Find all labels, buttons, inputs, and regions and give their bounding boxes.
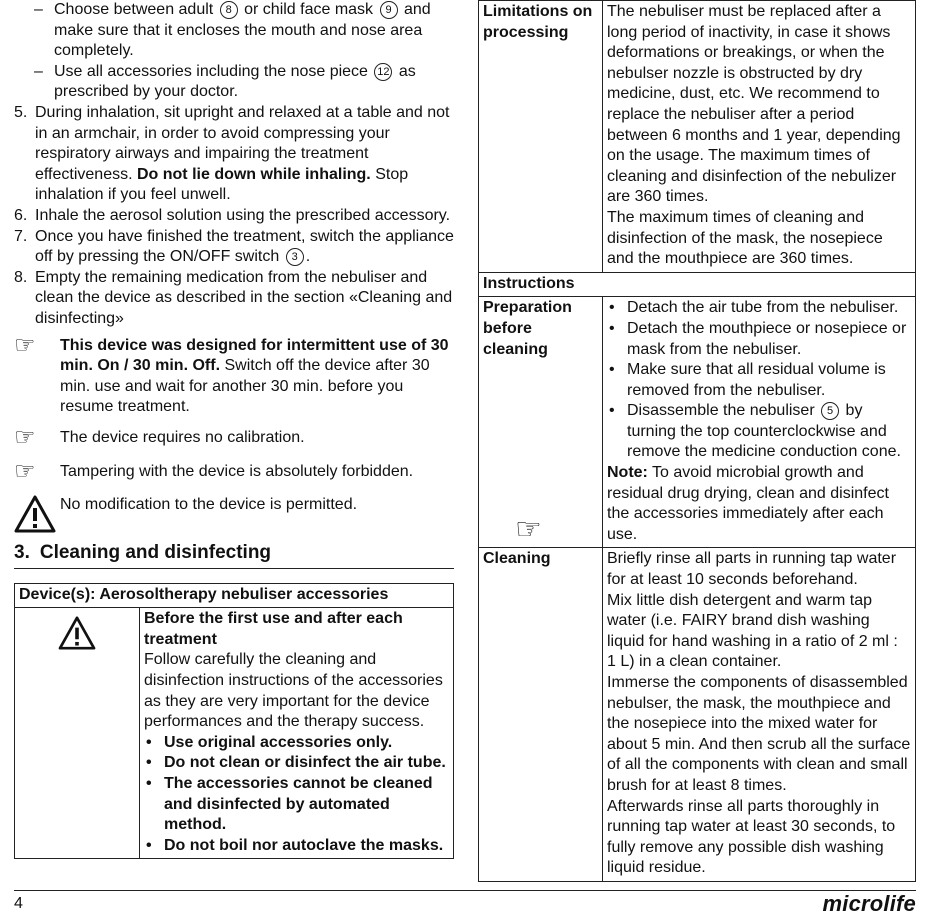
limitations-content: The nebuliser must be replaced after a long period of inactivity, in case it shows deformations or breakings, or when the nebulser nozzle is obstructed by dry medicine, dust, etc. We recommend to replace the nebuliser after a period between 6 months and 1 year, depending on the usage. The maximum times of cleaning and disinfection of the nebulizer are 360 times. The maximum times of cleaning and disinfection of the mask, the nosepiece and the mouthpiece are 360 times. bbox=[603, 1, 916, 273]
warning-modification: No modification to the device is permitted. bbox=[14, 495, 454, 535]
cleaning-content: Briefly rinse all parts in running tap water for at least 10 seconds beforehand. Mix little dish detergent and warm tap water (i.e. FAIRY brand dish washing liquid for hand washing in a ratio of 2 ml : 1 L) in a clean container. Immerse the components of disassembled nebulser, the mask, the mouthpiece and the nosepiece into the mixed water for about 5 min. And then scrub all the surface of all the components with clean and small brush for at least 8 times. Afterwards rinse all parts thoroughly in running tap water at least 30 seconds, to fully remove any possible dish washing liquid residue. bbox=[603, 548, 916, 882]
cleaning-label: Cleaning bbox=[479, 548, 603, 882]
note-intermittent-use: ☞ This device was designed for intermittent use of 30 min. On / 30 min. Off. Switch off the device after 30 min. use and wait for another 30 min. before you resume treatment. bbox=[14, 331, 449, 416]
step-5: 5. During inhalation, sit upright and relaxed at a table and not in an armchair, in order to avoid compressing your respiratory airways and impairing the treatment effectiveness. Do not lie down while inhaling. Stop inhalation if you feel unwell. bbox=[14, 103, 450, 204]
dash-item-accessories: – Use all accessories including the nose piece 12 as prescribed by your doctor. bbox=[34, 62, 416, 101]
list-item: • The accessories cannot be cleaned and disinfected by automated method. bbox=[144, 774, 449, 836]
pointing-hand-icon: ☞ bbox=[14, 423, 36, 451]
list-item: • Make sure that all residual volume is removed from the nebuliser. bbox=[607, 360, 911, 401]
callout-number: 3 bbox=[286, 248, 304, 266]
step-8: 8. Empty the remaining medication from the nebuliser and clean the device as described in the section «Cleaning and disinfecting» bbox=[14, 268, 453, 327]
warning-triangle-icon bbox=[57, 616, 97, 650]
device-table-bullets bbox=[144, 733, 449, 857]
step-7: 7. Once you have finished the treatment, switch the appliance off by pressing the ON/OFF switch 3 . bbox=[14, 227, 454, 266]
callout-number: 9 bbox=[380, 1, 398, 19]
left-column bbox=[14, 0, 454, 859]
list-item: • Use original accessories only. bbox=[144, 733, 449, 754]
list-item: • Do not boil nor autoclave the masks. bbox=[144, 836, 449, 857]
callout-number: 12 bbox=[374, 63, 392, 81]
pointing-hand-icon: ☞ bbox=[515, 513, 542, 547]
list-item: • Disassemble the nebuliser 5 by turning the top counterclockwise and remove the medicine conduction cone. bbox=[607, 401, 911, 463]
callout-number: 5 bbox=[821, 402, 839, 420]
pointing-hand-icon: ☞ bbox=[14, 458, 36, 486]
preparation-note: Note: To avoid microbial growth and residual drug drying, clean and disinfect the accessories immediately after each use. bbox=[607, 464, 889, 543]
cleaning-table bbox=[478, 0, 916, 882]
step-6: 6. Inhale the aerosol solution using the prescribed accessory. bbox=[14, 206, 451, 224]
section-heading: 3. Cleaning and disinfecting bbox=[14, 543, 454, 569]
device-table bbox=[14, 583, 454, 860]
footer-rule bbox=[14, 890, 916, 891]
table-row bbox=[479, 272, 916, 297]
preparation-label-cell bbox=[479, 297, 603, 548]
page-number: 4 bbox=[14, 895, 23, 912]
device-table-header: Device(s): Aerosoltherapy nebuliser accessories bbox=[15, 583, 454, 608]
instructions-label: Instructions bbox=[479, 272, 916, 297]
dash-item-mask-choice: – Choose between adult 8 or child face mask 9 and make sure that it encloses the mouth and nose area completely. bbox=[34, 1, 431, 60]
device-table-icon-cell bbox=[15, 608, 140, 859]
note-calibration: ☞ The device requires no calibration. bbox=[14, 423, 305, 451]
preparation-bullets bbox=[607, 298, 911, 463]
callout-number: 8 bbox=[220, 1, 238, 19]
preparation-content bbox=[603, 297, 916, 548]
table-row bbox=[479, 297, 916, 548]
warning-triangle-icon bbox=[14, 495, 56, 533]
device-table-content: Before the first use and after each treatment Follow carefully the cleaning and disinfection instructions of the accessories as they are very important for the device performances and the therapy success. • Use original accessories only. • Do not clean or disinfect the air tube. • The accessories cannot be cleaned and disinfected by automated method. • Do not boil nor autoclave the masks. bbox=[140, 608, 454, 859]
list-item: • Detach the mouthpiece or nosepiece or mask from the nebuliser. bbox=[607, 319, 911, 360]
note-tampering: ☞ Tampering with the device is absolutely forbidden. bbox=[14, 458, 414, 486]
table-row bbox=[479, 548, 916, 882]
pointing-hand-icon: ☞ bbox=[14, 331, 36, 359]
limitations-label: Limitations on processing bbox=[479, 1, 603, 273]
list-item: • Detach the air tube from the nebuliser. bbox=[607, 298, 911, 319]
list-item: • Do not clean or disinfect the air tube. bbox=[144, 753, 449, 774]
table-row bbox=[479, 1, 916, 273]
brand-logo: microlife bbox=[822, 891, 916, 916]
right-column bbox=[478, 0, 916, 882]
preparation-label: Preparation before cleaning bbox=[483, 299, 572, 358]
